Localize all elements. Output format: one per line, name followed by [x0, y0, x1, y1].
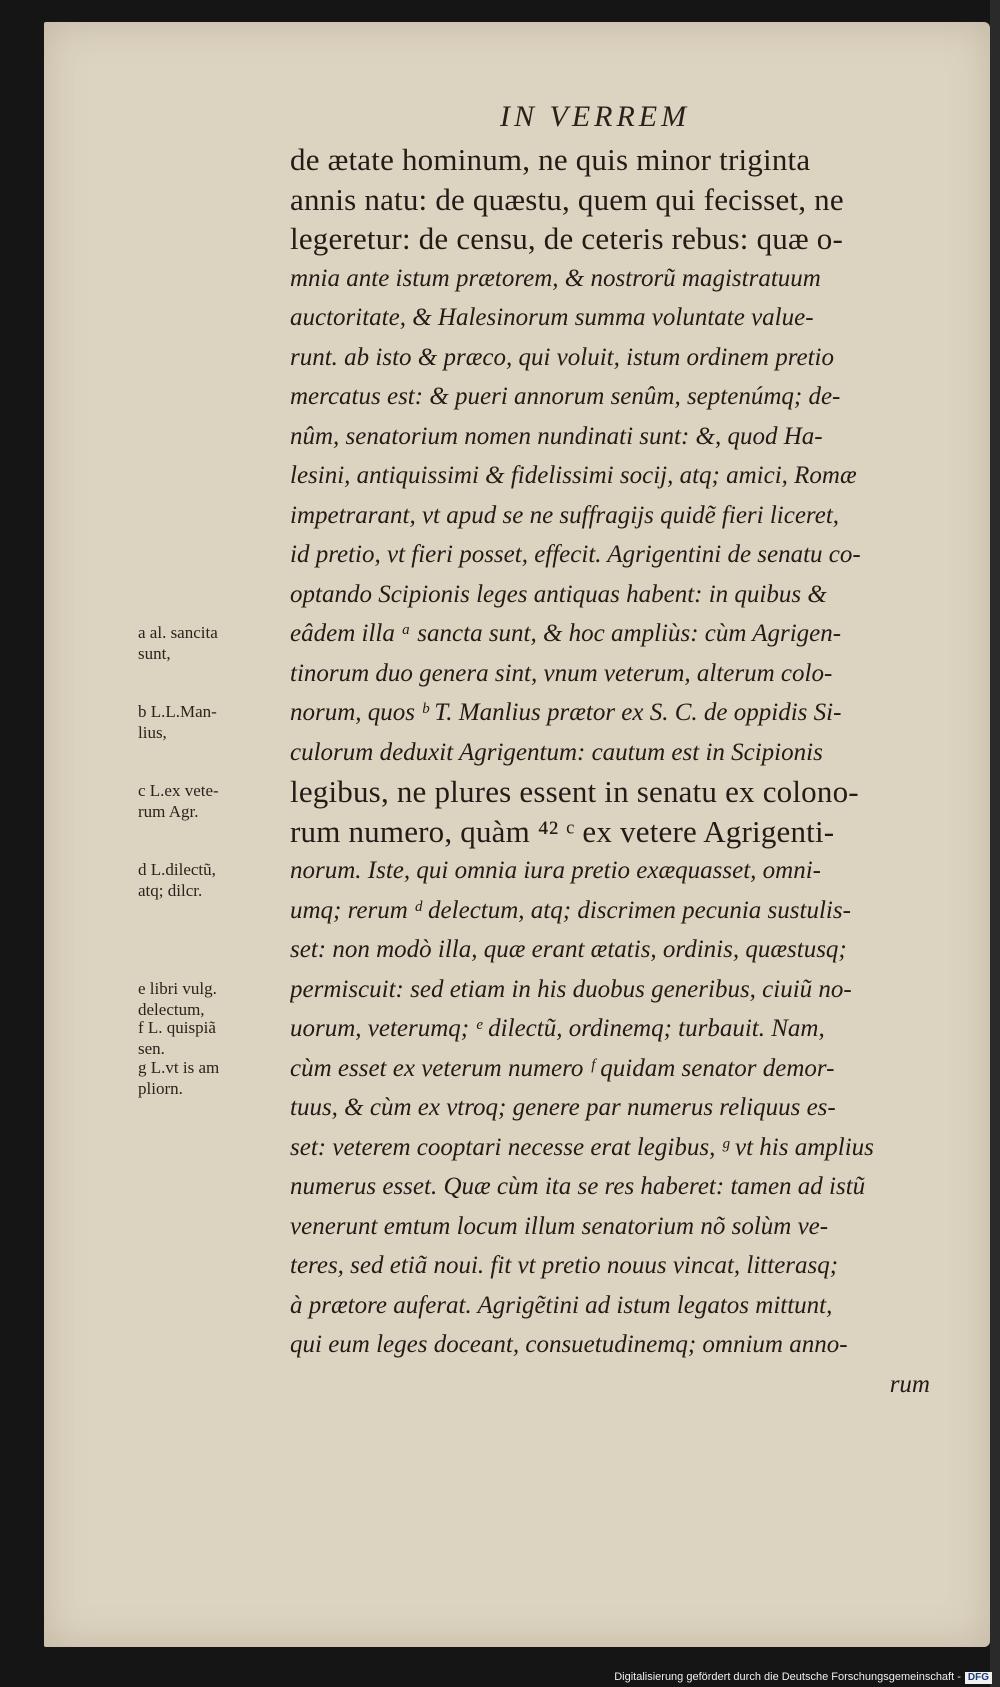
margin-note-line: e libri vulg. — [138, 978, 217, 998]
margin-note-line: lius, — [138, 723, 167, 742]
margin-note-line: d L.dilectũ, — [138, 860, 216, 879]
text-line: norum, quos ᵇ T. Manlius prætor ex S. C. de oppidis Si- — [290, 699, 842, 726]
margin-note — [138, 978, 288, 1020]
running-head: IN VERREM — [500, 100, 691, 133]
text-line: set: non modò illa, quæ erant ætatis, ordinis, quæstusq; — [290, 936, 847, 963]
margin-note — [138, 780, 288, 822]
margin-note — [138, 622, 288, 664]
text-line: legibus, ne plures essent in senatu ex colono- — [290, 774, 859, 809]
text-line: runt. ab isto & præco, qui voluit, istum ordinem pretio — [290, 343, 834, 371]
digitization-credit — [614, 1671, 992, 1684]
margin-note — [138, 1057, 288, 1099]
text-line: tinorum duo genera sint, vnum veterum, alterum colo- — [290, 659, 833, 687]
text-line: cùm esset ex veterum numero ᶠ quidam senator demor- — [290, 1054, 835, 1082]
text-line: permiscuit: sed etiam in his duobus generibus, ciuiũ no- — [290, 975, 852, 1003]
text-line: culorum deduxit Agrigentum: cautum est in Scipionis — [290, 738, 823, 766]
text-line: mnia ante istum prætorem, & nostrorũ magistratuum — [290, 264, 821, 292]
text-line: à prætore auferat. Agrigẽtini ad istum legatos mittunt, — [290, 1291, 833, 1319]
text-line: rum numero, quàm ⁴² ᶜ ex vetere Agrigenti- — [290, 813, 835, 849]
margin-note-line: sen. — [138, 1039, 165, 1058]
text-line: uorum, veterumq; ᵉ dilectũ, ordinemq; turbauit. Nam, — [290, 1015, 825, 1042]
scan-edge — [990, 0, 1000, 1687]
dfg-logo: DFG — [965, 1672, 992, 1684]
text-line: mercatus est: & pueri annorum senûm, septenúmq; de- — [290, 383, 841, 410]
text-line: optando Scipionis leges antiquas habent: in quibus & — [290, 580, 827, 608]
text-line: set: veterem cooptari necesse erat legibus, ᵍ vt his amplius — [290, 1133, 874, 1161]
text-line: impetrarant, vt apud se ne suffragijs quidẽ fieri liceret, — [290, 501, 840, 529]
margin-note-line: pliorn. — [138, 1078, 183, 1098]
margin-note-line: delectum, — [138, 999, 205, 1019]
margin-note-line: b L.L.Man- — [138, 702, 217, 721]
margin-note-line: atq; dilcr. — [138, 881, 203, 900]
text-line: qui eum leges doceant, consuetudinemq; omnium anno- — [290, 1331, 848, 1358]
margin-note-line: f L. quispiã — [138, 1018, 216, 1037]
margin-note-line: g L.vt is am — [138, 1057, 220, 1077]
text-line: lesini, antiquissimi & fidelissimi socij, atq; amici, Romæ — [290, 462, 857, 489]
text-line: norum. Iste, qui omnia iura pretio exæquasset, omni- — [290, 857, 821, 884]
text-line: numerus esset. Quæ cùm ita se res haberet: tamen ad istũ — [290, 1173, 866, 1200]
margin-note-line: rum Agr. — [138, 802, 199, 821]
text-line: de ætate hominum, ne quis minor triginta — [290, 142, 811, 177]
body-text — [290, 140, 950, 1404]
text-line: teres, sed etiã noui. fit vt pretio nouus vincat, litterasq; — [290, 1252, 839, 1279]
margin-note-line: a al. sancita — [138, 623, 218, 642]
text-line: id pretio, vt fieri posset, effecit. Agrigentini de senatu co- — [290, 541, 861, 568]
margin-note — [138, 1017, 288, 1059]
text-line: rum — [889, 1370, 930, 1398]
margin-note-line: c L.ex vete- — [138, 781, 219, 800]
text-line: tuus, & cùm ex vtroq; genere par numerus reliquus es- — [290, 1094, 836, 1121]
text-line: legeretur: de censu, de ceteris rebus: quæ o- — [290, 221, 844, 256]
text-line: umq; rerum ᵈ delectum, atq; discrimen pecunia sustulis- — [290, 896, 851, 924]
credit-text: Digitalisierung gefördert durch die Deutsche Forschungsgemeinschaft - — [614, 1671, 961, 1683]
margin-note — [138, 701, 288, 743]
text-line: annis natu: de quæstu, quem qui fecisset, ne — [290, 181, 844, 217]
margin-note-line: sunt, — [138, 644, 171, 663]
margin-note — [138, 859, 288, 901]
text-line: auctoritate, & Halesinorum summa voluntate value- — [290, 304, 814, 331]
text-line: eâdem illa ᵃ sancta sunt, & hoc ampliùs: cùm Agrigen- — [290, 620, 842, 647]
text-line: venerunt emtum locum illum senatorium nõ solùm ve- — [290, 1212, 829, 1240]
text-line: nûm, senatorium nomen nundinati sunt: &, quod Ha- — [290, 422, 823, 450]
